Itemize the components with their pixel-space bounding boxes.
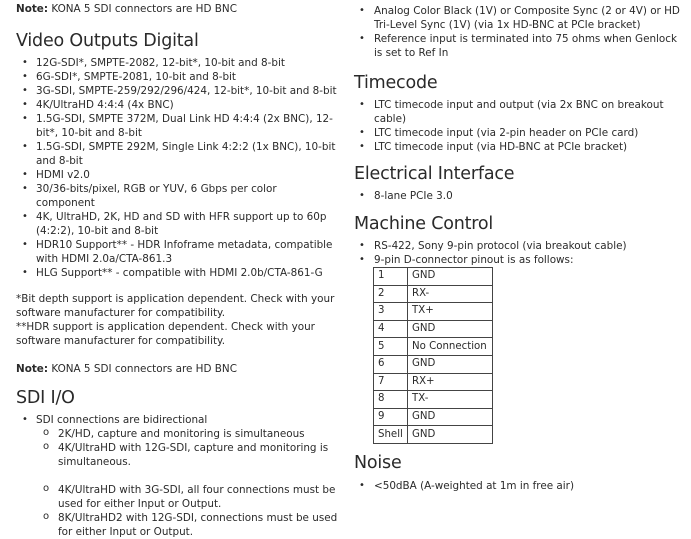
left-column	[16, 0, 338, 539]
table-row	[374, 285, 493, 303]
sub-list-item: o 8K/UltraHD2 with 12G-SDI, connections must be used for either Input or Output.	[36, 511, 338, 539]
pin-number-cell: 2	[374, 285, 408, 303]
note-bottom	[16, 362, 338, 376]
list-item: • LTC timecode input (via HD-BNC at PCIe bracket)	[354, 140, 684, 154]
list-item: • 8-lane PCIe 3.0	[354, 189, 684, 203]
sdi-main-text: SDI connections are bidirectional	[36, 414, 208, 426]
pin-number-cell: 8	[374, 391, 408, 409]
list-item: • 12G-SDI*, SMPTE-2082, 12-bit*, 10-bit and 8-bit	[16, 56, 338, 70]
electrical-list	[354, 189, 684, 203]
video-outputs-list	[16, 56, 338, 280]
pin-signal-cell: GND	[408, 408, 493, 426]
pin-number-cell: Shell	[374, 426, 408, 444]
sdi-io-heading: SDI I/O	[16, 388, 75, 408]
table-row	[374, 320, 493, 338]
list-item: • 1.5G-SDI, SMPTE 292M, Single Link 4:2:2 (1x BNC), 10-bit and 8-bit	[16, 140, 338, 168]
note-text: KONA 5 SDI connectors are HD BNC	[51, 3, 237, 15]
table-row	[374, 373, 493, 391]
reference-list	[354, 4, 684, 60]
note-text: KONA 5 SDI connectors are HD BNC	[51, 363, 237, 375]
pin-number-cell: 9	[374, 408, 408, 426]
list-item: • HDMI v2.0	[16, 168, 338, 182]
sub-list-item: o 2K/HD, capture and monitoring is simultaneous	[36, 427, 338, 441]
list-item: • 4K, UltraHD, 2K, HD and SD with HFR support up to 60p (4:2:2), 10-bit and 8-bit	[16, 210, 338, 238]
pin-signal-cell: RX+	[408, 373, 493, 391]
noise-list	[354, 479, 684, 493]
list-item: • Analog Color Black (1V) or Composite Sync (2 or 4V) or HD Tri-Level Sync (1V) (via 1x HD-BNC at PCIe bracket)	[354, 4, 684, 32]
timecode-heading: Timecode	[354, 73, 438, 93]
pin-signal-cell: TX+	[408, 303, 493, 321]
pin-signal-cell: GND	[408, 320, 493, 338]
list-item: • Reference input is terminated into 75 ohms when Genlock is set to Ref In	[354, 32, 684, 60]
sdi-sublist-b	[36, 483, 338, 539]
timecode-list	[354, 98, 684, 154]
pin-number-cell: 5	[374, 338, 408, 356]
pinout-table	[373, 267, 493, 444]
table-row	[374, 426, 493, 444]
list-item: • 3G-SDI, SMPTE-259/292/296/424, 12-bit*, 10-bit and 8-bit	[16, 84, 338, 98]
pin-signal-cell: GND	[408, 268, 493, 286]
list-item: • 6G-SDI*, SMPTE-2081, 10-bit and 8-bit	[16, 70, 338, 84]
electrical-interface-heading: Electrical Interface	[354, 164, 515, 184]
pin-signal-cell: TX-	[408, 391, 493, 409]
pin-number-cell: 3	[374, 303, 408, 321]
list-item: • HDR10 Support** - HDR Infoframe metadata, compatible with HDMI 2.0a/CTA-861.3	[16, 238, 338, 266]
pin-number-cell: 6	[374, 355, 408, 373]
table-row	[374, 268, 493, 286]
note-top	[16, 2, 338, 16]
noise-heading: Noise	[354, 452, 402, 473]
sub-list-item: o 4K/UltraHD with 12G-SDI, capture and monitoring is simultaneous.	[36, 441, 338, 469]
list-item: • 1.5G-SDI, SMPTE 372M, Dual Link HD 4:4:4 (2x BNC), 12-bit*, 10-bit and 8-bit	[16, 112, 338, 140]
list-item: • LTC timecode input (via 2-pin header on PCIe card)	[354, 126, 684, 140]
right-column	[354, 0, 684, 493]
note-label: Note:	[16, 363, 49, 375]
footnote-hdr: **HDR support is application dependent. Check with your software manufacturer for compatibility.	[16, 321, 315, 347]
footnote-bit-depth: *Bit depth support is application dependent. Check with your software manufacturer for compatibility.	[16, 293, 335, 319]
pin-signal-cell: RX-	[408, 285, 493, 303]
list-item	[16, 413, 338, 539]
list-item: • <50dBA (A-weighted at 1m in free air)	[354, 479, 684, 493]
sdi-sublist-a	[36, 427, 338, 469]
pin-signal-cell: GND	[408, 426, 493, 444]
list-item: • 30/36-bits/pixel, RGB or YUV, 6 Gbps per color component	[16, 182, 338, 210]
list-item: • 4K/UltraHD 4:4:4 (4x BNC)	[16, 98, 338, 112]
machine-control-heading: Machine Control	[354, 214, 494, 234]
video-outputs-heading: Video Outputs Digital	[16, 31, 199, 51]
sub-list-item: o 4K/UltraHD with 3G-SDI, all four connections must be used for either Input or Output.	[36, 483, 338, 511]
pin-number-cell: 1	[374, 268, 408, 286]
table-row	[374, 303, 493, 321]
table-row	[374, 391, 493, 409]
list-item: • RS-422, Sony 9-pin protocol (via breakout cable)	[354, 239, 684, 253]
list-item: • LTC timecode input and output (via 2x BNC on breakout cable)	[354, 98, 684, 126]
pin-signal-cell: No Connection	[408, 338, 493, 356]
table-row	[374, 408, 493, 426]
pin-signal-cell: GND	[408, 355, 493, 373]
sdi-io-list	[16, 413, 338, 539]
note-label: Note:	[16, 3, 49, 15]
pin-number-cell: 7	[374, 373, 408, 391]
list-item: • 9-pin D-connector pinout is as follows:	[354, 253, 684, 267]
pinout-table-body	[374, 268, 493, 444]
machine-control-list	[354, 239, 684, 267]
pin-number-cell: 4	[374, 320, 408, 338]
list-item: • HLG Support** - compatible with HDMI 2.0b/CTA-861-G	[16, 266, 338, 280]
table-row	[374, 338, 493, 356]
table-row	[374, 355, 493, 373]
